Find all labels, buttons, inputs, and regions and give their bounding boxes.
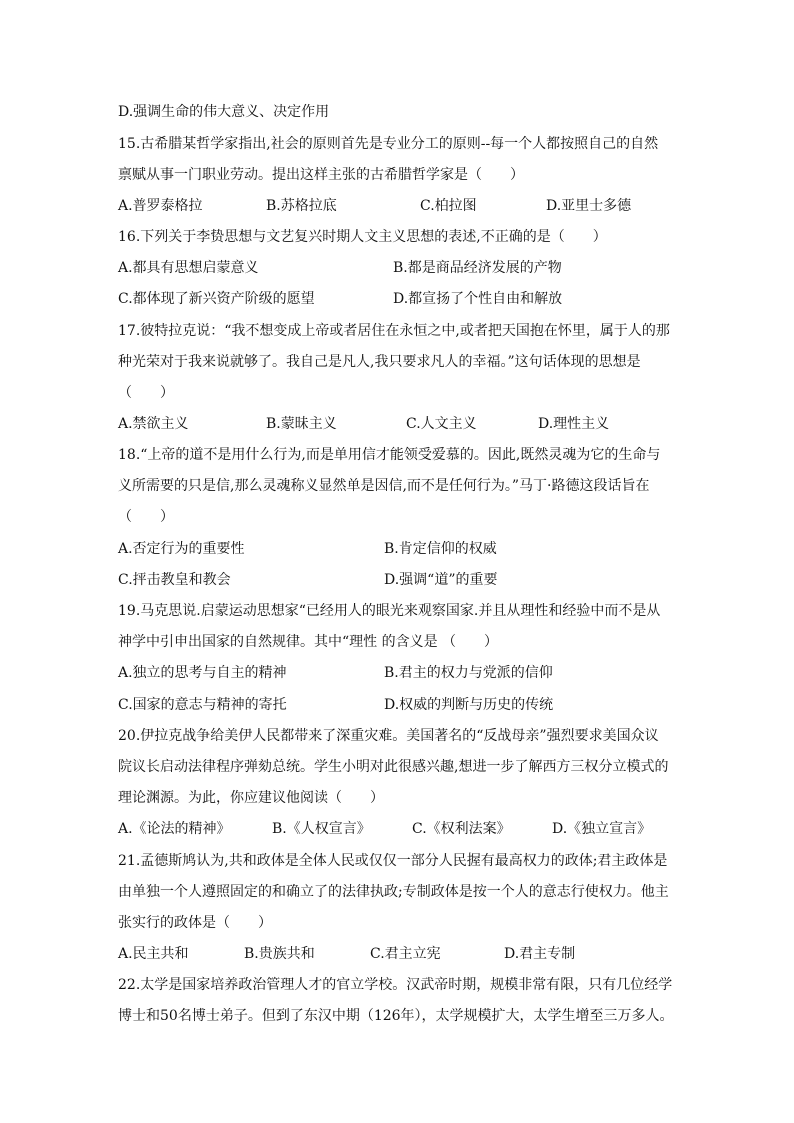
q19-stem-line-1: 19.马克思说.启蒙运动思想家“已经用人的眼光来观察国家.并且从理性和经验中而不是从 bbox=[118, 603, 661, 619]
q21-option-c: C.君主立宪 bbox=[370, 946, 441, 962]
q16-option-b: B.都是商品经济发展的产物 bbox=[393, 260, 562, 276]
q19-stem-line-2: 神学中引申出国家的自然规律。其中“理性 的含义是 （ ） bbox=[118, 634, 499, 650]
q19-option-b: B.君主的权力与党派的信仰 bbox=[384, 665, 553, 681]
q20-stem-line-2: 院议长启动法律程序弹劾总统。学生小明对此很感兴趣,想进一步了解西方三权分立模式的 bbox=[118, 759, 669, 775]
q16-option-a: A.都具有思想启蒙意义 bbox=[118, 260, 259, 276]
q19-option-d: D.权威的判断与历史的传统 bbox=[384, 697, 554, 713]
q17-option-d: D.理性主义 bbox=[538, 416, 610, 432]
q17-option-c: C.人文主义 bbox=[406, 416, 477, 432]
q18-stem-line-1: 18.“上帝的道不是用什么行为,而是单用信才能领受爱慕的。因此,既然灵魂为它的生命与 bbox=[118, 447, 661, 463]
q16-option-d: D.都宣扬了个性自由和解放 bbox=[393, 291, 563, 307]
q15-stem-line-2: 禀赋从事一门职业劳动。提出这样主张的古希腊哲学家是（ ） bbox=[118, 167, 524, 183]
q21-option-b: B.贵族共和 bbox=[244, 946, 315, 962]
q21-option-d: D.君主专制 bbox=[504, 946, 576, 962]
q18-option-c: C.抨击教皇和教会 bbox=[118, 572, 231, 588]
q16-option-c: C.都体现了新兴资产阶级的愿望 bbox=[118, 291, 315, 307]
q20-stem-line-1: 20.伊拉克战争给美伊人民都带来了深重灾难。美国著名的“反战母亲”强烈要求美国众议 bbox=[118, 728, 659, 744]
q18-option-d: D.强调“道”的重要 bbox=[384, 572, 498, 588]
q21-stem-line-1: 21.孟德斯鸠认为,共和政体是全体人民或仅仅一部分人民握有最高权力的政体;君主政体是 bbox=[118, 853, 668, 869]
q14-option-d: D.强调生命的伟大意义、决定作用 bbox=[118, 104, 330, 120]
q17-stem-line-3: （ ） bbox=[118, 385, 174, 401]
q21-option-a: A.民主共和 bbox=[118, 946, 189, 962]
q17-stem-line-1: 17.彼特拉克说：“我不想变成上帝或者居住在永恒之中,或者把天国抱在怀里，属于人的那 bbox=[118, 323, 670, 339]
q17-option-a: A.禁欲主义 bbox=[118, 416, 189, 432]
q20-option-d: D.《独立宣言》 bbox=[552, 821, 652, 837]
q16-stem-line-1: 16.下列关于李贽思想与文艺复兴时期人文主义思想的表述,不正确的是（ ） bbox=[118, 229, 607, 245]
q18-option-a: A.否定行为的重要性 bbox=[118, 541, 245, 557]
q22-stem-line-2: 博士和50名博士弟子。但到了东汉中期（126年），太学规模扩大，太学生增至三万多人。 bbox=[118, 1008, 674, 1024]
q18-stem-line-2: 义所需要的只是信,那么灵魂称义显然单是因信,而不是任何行为。”马丁·路德这段话旨在 bbox=[118, 478, 650, 494]
q22-stem-line-1: 22.太学是国家培养政治管理人才的官立学校。汉武帝时期，规模非常有限，只有几位经学 bbox=[118, 977, 673, 993]
q17-option-b: B.蒙昧主义 bbox=[266, 416, 337, 432]
q15-stem-line-1: 15.古希腊某哲学家指出,社会的原则首先是专业分工的原则--每一个人都按照自己的自然 bbox=[118, 136, 659, 152]
q18-stem-line-3: （ ） bbox=[118, 509, 174, 525]
q20-stem-line-3: 理论渊源。为此，你应建议他阅读（ ） bbox=[118, 790, 384, 806]
q15-option-b: B.苏格拉底 bbox=[266, 198, 337, 214]
q18-option-b: B.肯定信仰的权威 bbox=[384, 541, 497, 557]
q20-option-a: A.《论法的精神》 bbox=[118, 821, 231, 837]
q21-stem-line-2: 由单独一个人遵照固定的和确立了的法律执政;专制政体是按一个人的意志行使权力。他主 bbox=[118, 884, 669, 900]
q20-option-b: B.《人权宣言》 bbox=[272, 821, 371, 837]
q19-option-c: C.国家的意志与精神的寄托 bbox=[118, 697, 287, 713]
q15-option-d: D.亚里士多德 bbox=[546, 198, 632, 214]
q15-option-c: C.柏拉图 bbox=[420, 198, 477, 214]
q20-option-c: C.《权利法案》 bbox=[412, 821, 511, 837]
q19-option-a: A.独立的思考与自主的精神 bbox=[118, 665, 287, 681]
q15-option-a: A.普罗泰格拉 bbox=[118, 198, 203, 214]
q17-stem-line-2: 种光荣对于我来说就够了。我自己是凡人,我只要求凡人的幸福。”这句话体现的思想是 bbox=[118, 354, 641, 370]
q21-stem-line-3: 张实行的政体是（ ） bbox=[118, 915, 272, 931]
